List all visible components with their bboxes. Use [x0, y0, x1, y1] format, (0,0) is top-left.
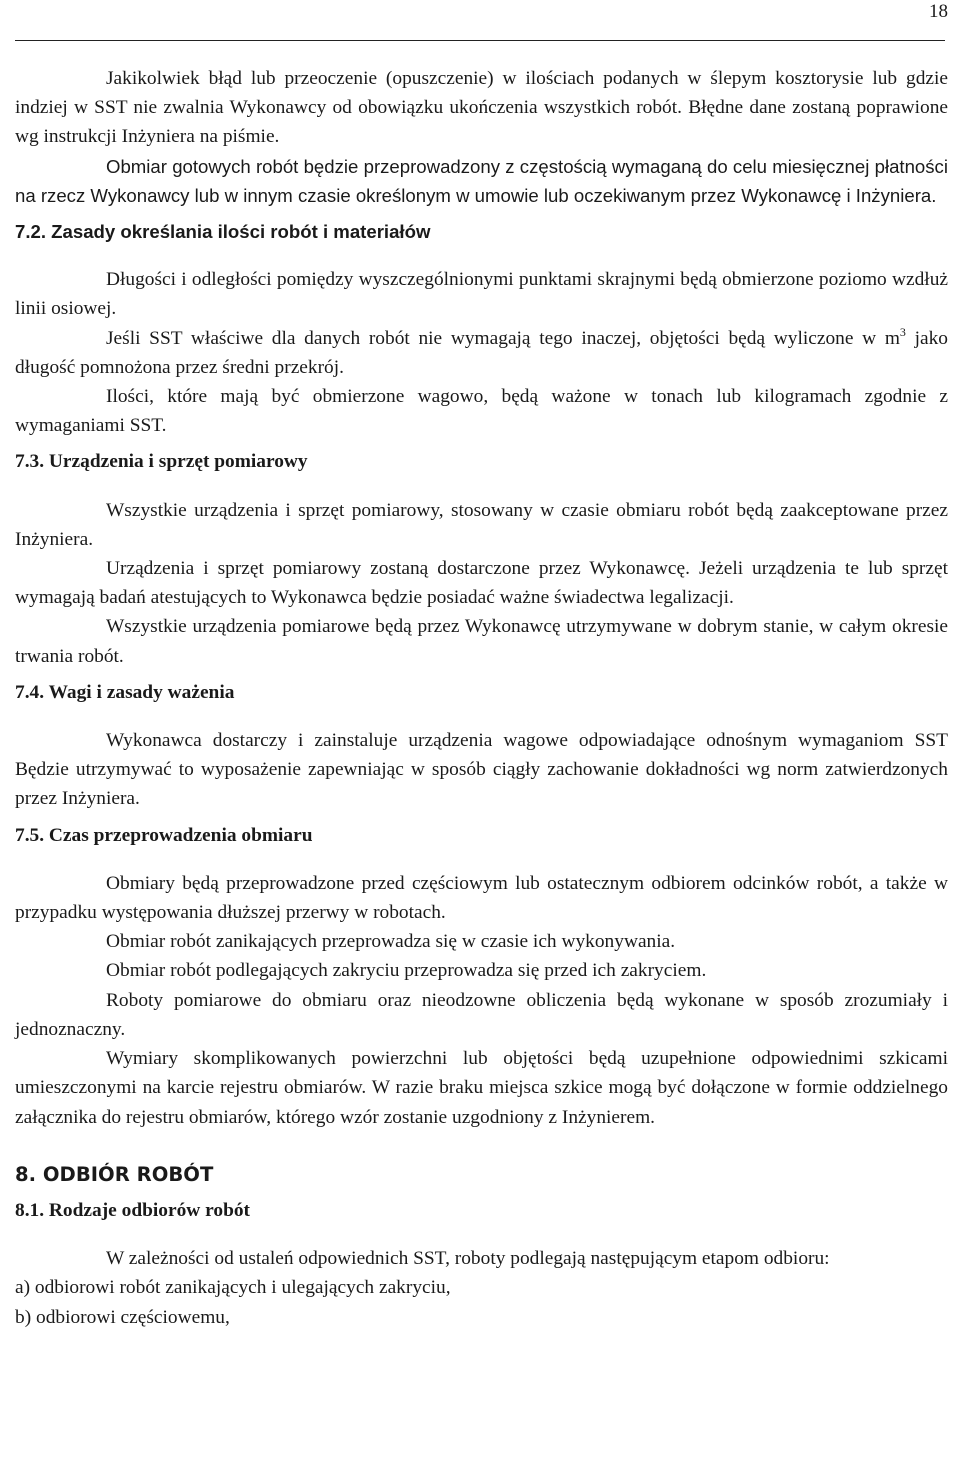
section-7-2-paragraph-2-text: Jeśli SST właściwe dla danych robót nie wymagają tego inaczej, objętości będą wyliczone w m [106, 327, 900, 349]
section-7-2-heading: 7.2. Zasady określania ilości robót i materiałów [15, 221, 431, 243]
section-7-5-paragraph-3: Obmiar robót podlegających zakryciu przeprowadza się przed ich zakryciem. [106, 960, 707, 982]
section-7-5-paragraph-2: Obmiar robót zanikających przeprowadza się w czasie ich wykonywania. [106, 931, 676, 953]
page-number: 18 [929, 1, 948, 22]
section-7-3-paragraph-2: Urządzenia i sprzęt pomiarowy zostaną dostarczone przez Wykonawcę. Jeżeli urządzenia te lub sprzęt wymagają badań atestujących to Wykonawca będzie posiadać ważne świadectwa legalizacji. [15, 558, 948, 609]
section-7-2-paragraph-2 [15, 324, 948, 382]
list-item: b) odbiorowi częściowemu, [15, 1306, 230, 1328]
section-8-1-paragraph-1: W zależności od ustaleń odpowiednich SST, roboty podlegają następującym etapom odbioru: [106, 1248, 830, 1270]
section-7-4-heading: 7.4. Wagi i zasady ważenia [15, 681, 235, 703]
page-content [15, 64, 948, 1332]
section-7-2-paragraph-1: Długości i odległości pomiędzy wyszczególnionymi punktami skrajnymi będą obmierzone poziomo wzdłuż linii osiowej. [15, 269, 948, 320]
intro-paragraph-1: Jakikolwiek błąd lub przeoczenie (opuszczenie) w ilościach podanych w ślepym kosztorysie lub gdzie indziej w SST nie zwalnia Wykonawcy od obowiązku ukończenia wszystkich robót. Błędne dane zostaną poprawione wg instrukcji Inżyniera na piśmie. [15, 68, 948, 148]
list-item: a) odbiorowi robót zanikających i ulegających zakryciu, [15, 1277, 451, 1299]
header-rule [15, 40, 945, 41]
section-8-heading: 8. ODBIÓR ROBÓT [15, 1162, 214, 1186]
section-7-3-heading: 7.3. Urządzenia i sprzęt pomiarowy [15, 451, 308, 473]
section-7-2-paragraph-3: Ilości, które mają być obmierzone wagowo, będą ważone w tonach lub kilogramach zgodnie z wymaganiami SST. [15, 386, 948, 437]
section-7-5-heading: 7.5. Czas przeprowadzenia obmiaru [15, 824, 313, 846]
intro-paragraph-2: Obmiar gotowych robót będzie przeprowadzony z częstością wymaganą do celu miesięcznej płatności na rzecz Wykonawcy lub w innym czasie określonym w umowie lub oczekiwanym przez Wykonawcę i Inżyniera. [15, 155, 948, 206]
section-7-2-paragraph-2-tail: jako długość pomnożona przez średni przekrój. [15, 327, 949, 378]
section-7-5-paragraph-1: Obmiary będą przeprowadzone przed częściowym lub ostatecznym odbiorem odcinków robót, a także w przypadku występowania dłuższej przerwy w robotach. [15, 872, 948, 924]
acceptance-stages-list [15, 1273, 948, 1331]
section-7-3-paragraph-1: Wszystkie urządzenia i sprzęt pomiarowy, stosowany w czasie obmiaru robót będą zaakceptowane przez Inżyniera. [15, 499, 948, 550]
section-7-3-paragraph-3: Wszystkie urządzenia pomiarowe będą przez Wykonawcę utrzymywane w dobrym stanie, w całym okresie trwania robót. [15, 616, 948, 667]
cubic-superscript: 3 [899, 324, 906, 339]
section-7-4-paragraph-1: Wykonawca dostarczy i zainstaluje urządzenia wagowe odpowiadające odnośnym wymaganiom SST Będzie utrzymywać to wyposażenie zapewniając w sposób ciągły zachowanie dokładności wg norm zatwierdzonych przez Inżyniera. [15, 730, 948, 810]
section-7-5-paragraph-4: Roboty pomiarowe do obmiaru oraz nieodzowne obliczenia będą wykonane w sposób zrozumiały i jednoznaczny. [15, 989, 948, 1040]
section-7-5-paragraph-5: Wymiary skomplikowanych powierzchni lub objętości będą uzupełnione odpowiednimi szkicami umieszczonymi na karcie rejestru obmiarów. W razie braku miejsca szkice mogą być dołączone w formie oddzielnego załącznika do rejestru obmiarów, którego wzór zostanie uzgodniony z Inżynierem. [15, 1048, 948, 1128]
section-8-1-heading: 8.1. Rodzaje odbiorów robót [15, 1199, 251, 1221]
